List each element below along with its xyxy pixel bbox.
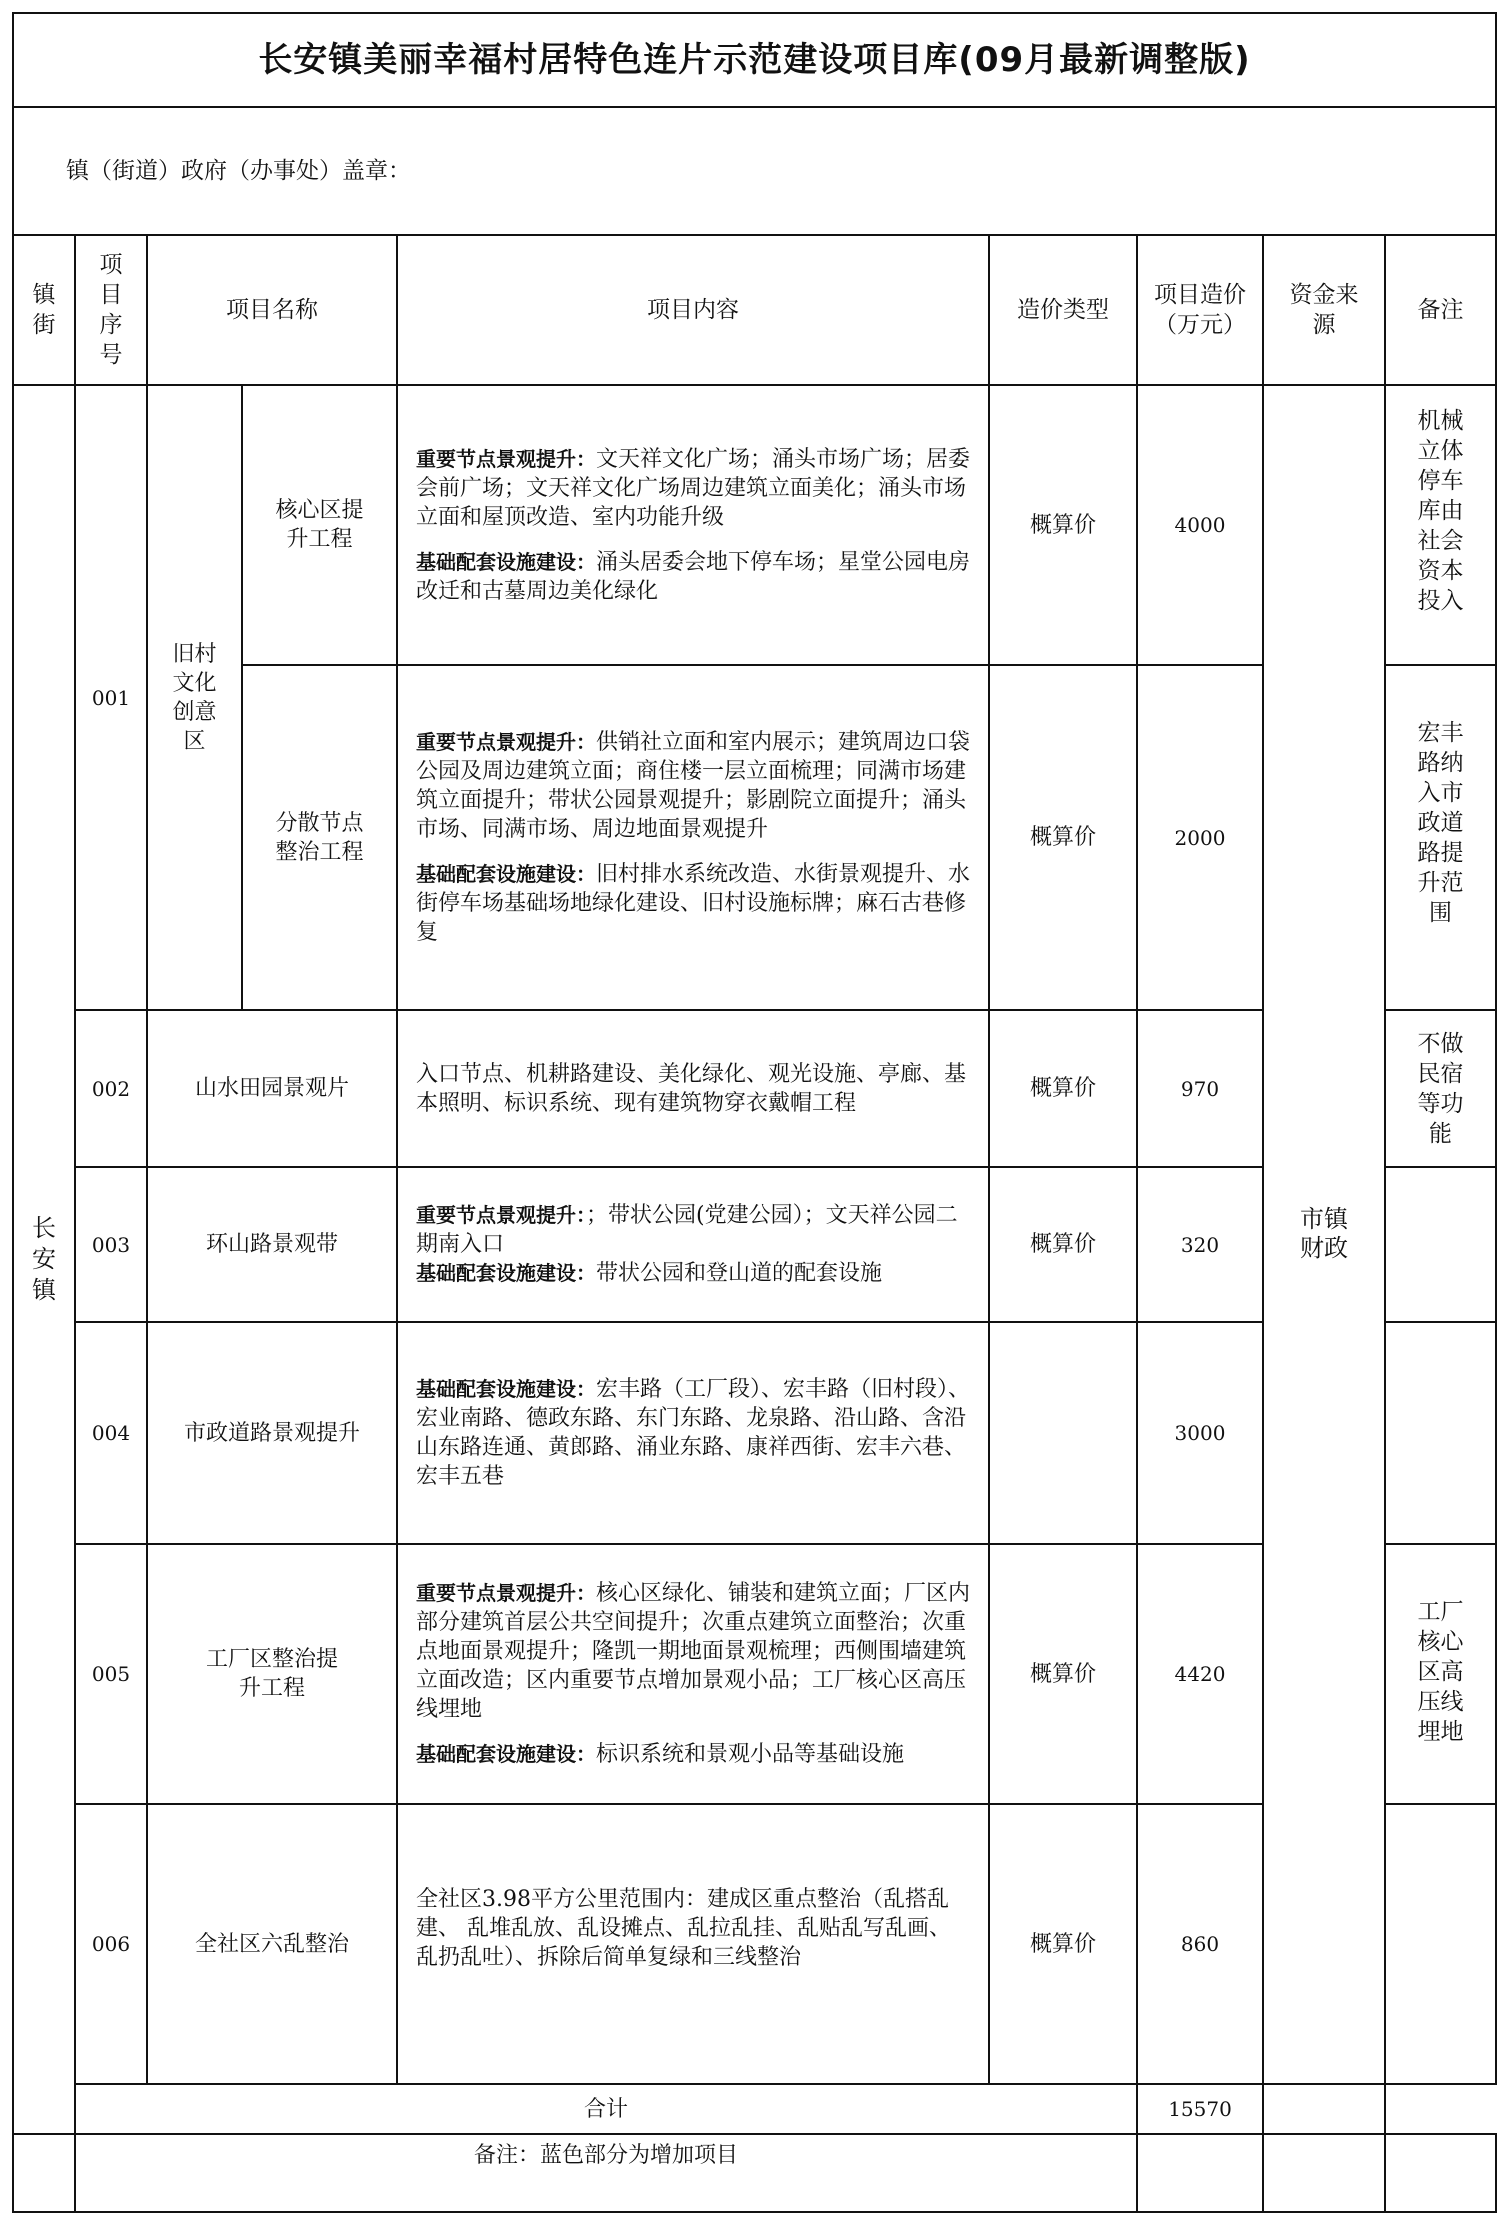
project-content-cell: 重要节点景观提升：；带状公园(党建公园）；文天祥公园二期南入口 基础配套设施建设：带状公园和登山道的配套设施: [397, 1167, 989, 1322]
header-cost-type: 造价类型: [989, 235, 1137, 385]
project-name-cell: 分散节点整治工程: [242, 665, 397, 1010]
seq-cell: 004: [75, 1322, 147, 1544]
cost-type-cell: [989, 1322, 1137, 1544]
project-content-cell: 重要节点景观提升：文天祥文化广场；涌头市场广场；居委会前广场；文天祥文化广场周边建筑立面美化；涌头市场立面和屋顶改造、室内功能升级 基础配套设施建设：涌头居委会地下停车场；星堂公园电房改迁和古墓周边美化绿化: [397, 385, 989, 665]
fund-source-cell: 市镇财政: [1263, 385, 1385, 2084]
cost-cell: 860: [1137, 1804, 1263, 2084]
cost-type-cell: 概算价: [989, 665, 1137, 1010]
header-remark: 备注: [1385, 235, 1496, 385]
cost-cell: 320: [1137, 1167, 1263, 1322]
cost-type-cell: 概算价: [989, 1010, 1137, 1167]
total-label: 合计: [75, 2084, 1137, 2134]
cost-cell: 4420: [1137, 1544, 1263, 1804]
footnote-remark-blank: [1385, 2134, 1496, 2212]
seq-cell: 006: [75, 1804, 147, 2084]
header-name: 项目名称: [147, 235, 397, 385]
header-seq: 项目序号: [75, 235, 147, 385]
project-table: [12, 12, 1497, 2213]
remark-cell: [1385, 1322, 1496, 1544]
project-name-cell: 核心区提升工程: [242, 385, 397, 665]
total-remark: [1263, 2084, 1385, 2134]
footnote-blank: [13, 2134, 75, 2212]
header-town: 镇街: [13, 235, 75, 385]
total-row: [13, 2084, 1496, 2134]
project-content-cell: 重要节点景观提升：核心区绿化、铺装和建筑立面；厂区内部分建筑首层公共空间提升；次重点建筑立面整治；次重点地面景观提升；隆凯一期地面景观梳理；西侧围墙建筑立面改造；区内重要节点增加景观小品；工厂核心区高压线埋地 基础配套设施建设：标识系统和景观小品等基础设施: [397, 1544, 989, 1804]
seq-cell: 003: [75, 1167, 147, 1322]
project-name-cell: 市政道路景观提升: [147, 1322, 397, 1544]
project-content-cell: 全社区3.98平方公里范围内：建成区重点整治（乱搭乱建、 乱堆乱放、乱设摊点、乱拉乱挂、乱贴乱写乱画、乱扔乱吐）、拆除后简单复绿和三线整治: [397, 1804, 989, 2084]
remark-cell: 机械立体停车库由社会资本投入: [1385, 385, 1496, 665]
stamp-line: 镇（街道）政府（办事处）盖章：: [13, 107, 1496, 235]
cost-cell: 970: [1137, 1010, 1263, 1167]
cost-cell: 4000: [1137, 385, 1263, 665]
footnote-row: [13, 2134, 1496, 2212]
cost-type-cell: 概算价: [989, 1804, 1137, 2084]
town-cell: 长安镇: [13, 385, 75, 2134]
project-sheet: [12, 12, 1497, 2213]
total-value: 15570: [1137, 2084, 1263, 2134]
project-content-cell: 重要节点景观提升：供销社立面和室内展示；建筑周边口袋公园及周边建筑立面；商住楼一层立面梳理；同满市场建筑立面提升；带状公园景观提升；影剧院立面提升；涌头市场、同满市场、周边地面景观提升 基础配套设施建设：旧村排水系统改造、水街景观提升、水街停车场基础场地绿化建设、旧村设施标牌；麻石古巷修复: [397, 665, 989, 1010]
footnote-cost-blank: [1137, 2134, 1263, 2212]
remark-cell: 工厂核心区高压线埋地: [1385, 1544, 1496, 1804]
header-fund: 资金来源: [1263, 235, 1385, 385]
table-row: [13, 385, 1496, 665]
cost-type-cell: 概算价: [989, 385, 1137, 665]
remark-cell: [1385, 1167, 1496, 1322]
cost-cell: 3000: [1137, 1322, 1263, 1544]
project-name-cell: 山水田园景观片: [147, 1010, 397, 1167]
remark-cell: 不做民宿等功能: [1385, 1010, 1496, 1167]
cost-cell: 2000: [1137, 665, 1263, 1010]
cost-type-cell: 概算价: [989, 1167, 1137, 1322]
seq-cell: 002: [75, 1010, 147, 1167]
footnote: 备注：蓝色部分为增加项目: [75, 2134, 1137, 2212]
remark-cell: [1385, 1804, 1496, 2084]
header-cost: 项目造价（万元）: [1137, 235, 1263, 385]
seq-cell: 005: [75, 1544, 147, 1804]
page-title: 长安镇美丽幸福村居特色连片示范建设项目库(09月最新调整版): [13, 13, 1496, 107]
project-name-cell: 工厂区整治提升工程: [147, 1544, 397, 1804]
remark-cell: 宏丰路纳入市政道路提升范围: [1385, 665, 1496, 1010]
project-content-cell: 入口节点、机耕路建设、美化绿化、观光设施、亭廊、基本照明、标识系统、现有建筑物穿衣戴帽工程: [397, 1010, 989, 1167]
header-content: 项目内容: [397, 235, 989, 385]
project-name-cell: 环山路景观带: [147, 1167, 397, 1322]
project-content-cell: 基础配套设施建设：宏丰路（工厂段）、宏丰路（旧村段）、宏业南路、德政东路、东门东路、龙泉路、沿山路、含沿山东路连通、黄郎路、涌业东路、康祥西街、宏丰六巷、宏丰五巷: [397, 1322, 989, 1544]
cost-type-cell: 概算价: [989, 1544, 1137, 1804]
footnote-fund-blank: [1263, 2134, 1385, 2212]
group-name-cell: 旧村文化创意区: [147, 385, 242, 1010]
project-name-cell: 全社区六乱整治: [147, 1804, 397, 2084]
seq-cell: 001: [75, 385, 147, 1010]
